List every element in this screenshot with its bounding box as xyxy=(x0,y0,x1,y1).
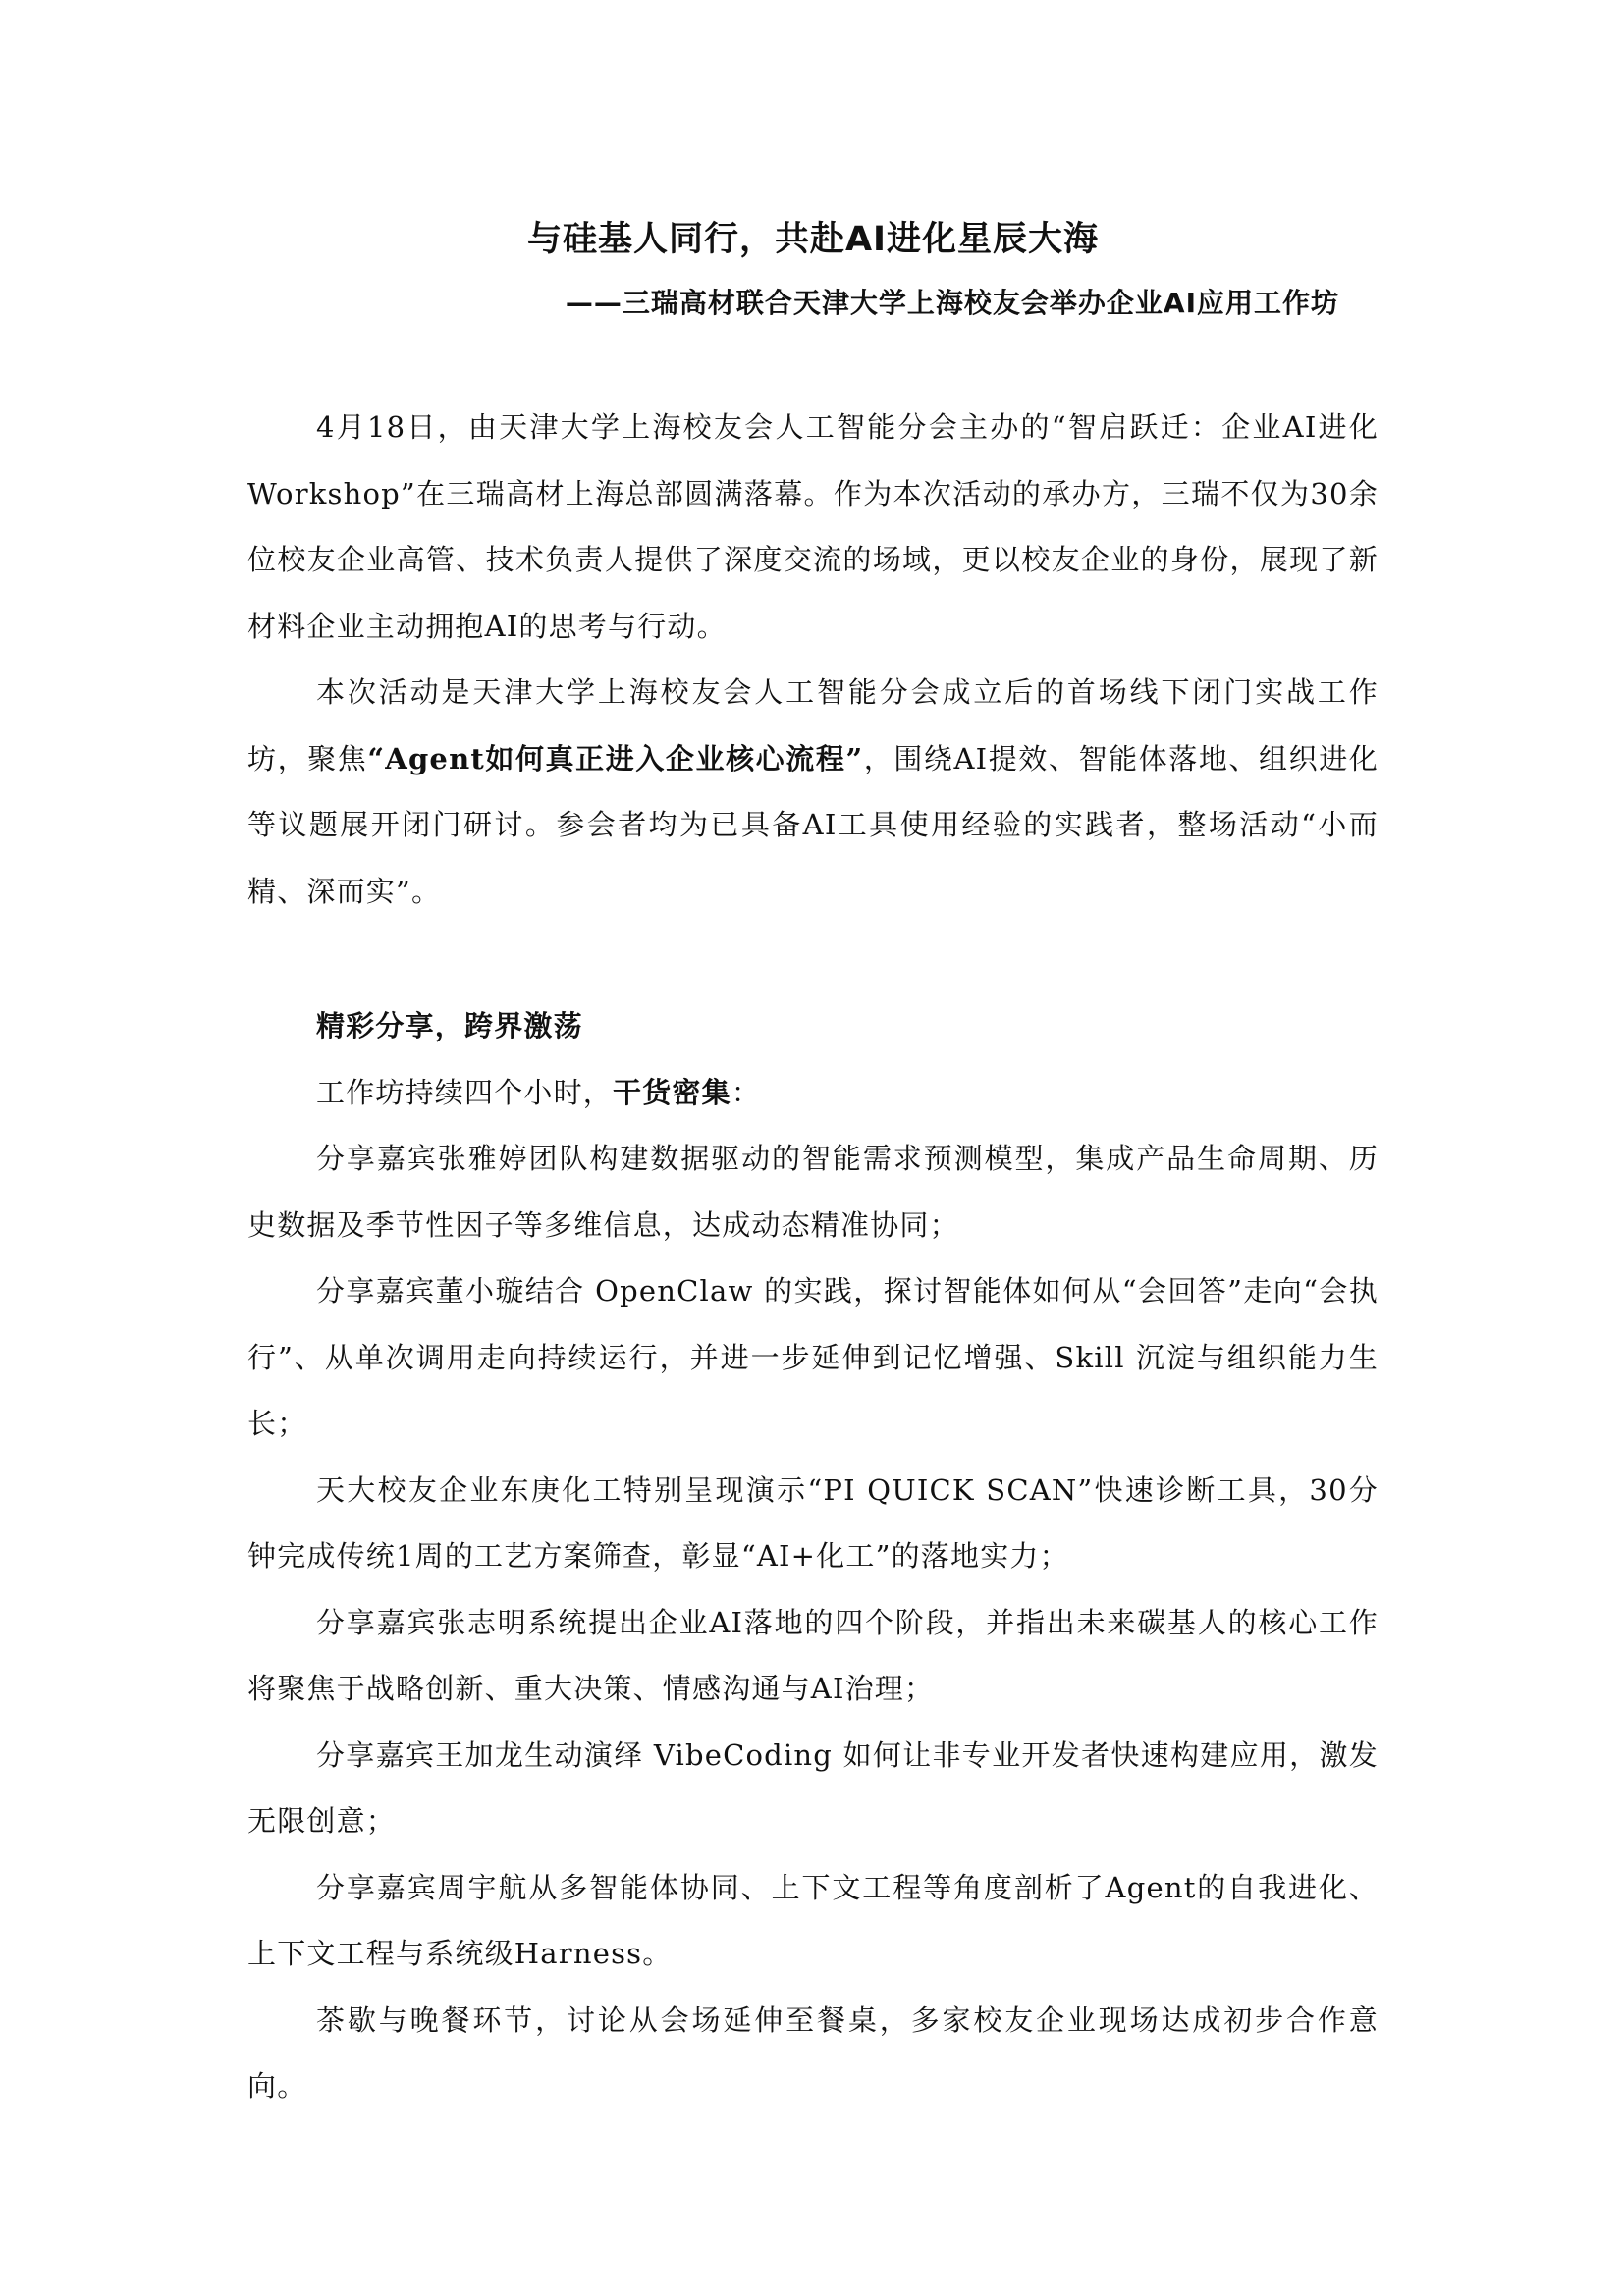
focus-text-after: ，围绕AI提效、智能体落地、组织进化等议题展开闭门研讨。参会者均为已具备AI工具使用经验的实践者，整场活动“小而精、深而实”。 xyxy=(247,741,1379,908)
speaker-item-4: 分享嘉宾张志明系统提出企业AI落地的四个阶段，并指出未来碳基人的核心工作将聚焦于战略创新、重大决策、情感沟通与AI治理； xyxy=(247,1605,1379,1705)
section-lead xyxy=(247,1060,1379,1127)
section-lead-highlight: 干货密集 xyxy=(613,1075,731,1109)
document-title: 与硅基人同行，共赴AI进化星辰大海 xyxy=(526,220,1100,259)
section-heading: 精彩分享，跨界激荡 xyxy=(316,1009,583,1042)
section-spacer xyxy=(247,925,1379,993)
focus-highlight: “Agent如何真正进入企业核心流程” xyxy=(367,741,864,775)
document-subtitle: ——三瑞高材联合天津大学上海校友会举办企业AI应用工作坊 xyxy=(565,287,1339,319)
speaker-item-2: 分享嘉宾董小璇结合 OpenClaw 的实践，探讨智能体如何从“会回答”走向“会执行”、从单次调用走向持续运行，并进一步延伸到记忆增强、Skill 沉淀与组织能力生长； xyxy=(247,1274,1379,1440)
focus-text-before: 本次活动是天津大学上海校友会人工智能分会成立后的首场线下闭门实战工作坊，聚焦 xyxy=(247,675,1379,775)
speaker-item-1: 分享嘉宾张雅婷团队构建数据驱动的智能需求预测模型，集成产品生命周期、历史数据及季节性因子等多维信息，达成动态精准协同； xyxy=(247,1142,1379,1242)
intro-paragraph: 4月18日，由天津大学上海校友会人工智能分会主办的“智启跃迁：企业AI进化 Workshop”在三瑞高材上海总部圆满落幕。作为本次活动的承办方，三瑞不仅为30余位校友企业高管、技术负责人提供了深度交流的场域，更以校友企业的身份，展现了新材料企业主动拥抱AI的思考与行动。 xyxy=(247,410,1379,643)
speaker-item-3: 天大校友企业东庚化工特别呈现演示“PI QUICK SCAN”快速诊断工具，30分钟完成传统1周的工艺方案筛查，彰显“AI+化工”的落地实力； xyxy=(247,1472,1379,1573)
section-lead-after: ： xyxy=(731,1075,762,1109)
document-body xyxy=(247,214,1379,2120)
section-lead-before: 工作坊持续四个小时， xyxy=(316,1075,614,1109)
speaker-item-5: 分享嘉宾王加龙生动演绎 VibeCoding 如何让非专业开发者快速构建应用，激发无限创意； xyxy=(247,1737,1379,1838)
focus-paragraph xyxy=(247,660,1379,925)
closing-paragraph: 茶歇与晚餐环节，讨论从会场延伸至餐桌，多家校友企业现场达成初步合作意向。 xyxy=(247,2002,1379,2103)
speaker-item-6: 分享嘉宾周宇航从多智能体协同、上下文工程等角度剖析了Agent的自我进化、上下文工程与系统级Harness。 xyxy=(247,1870,1379,1970)
